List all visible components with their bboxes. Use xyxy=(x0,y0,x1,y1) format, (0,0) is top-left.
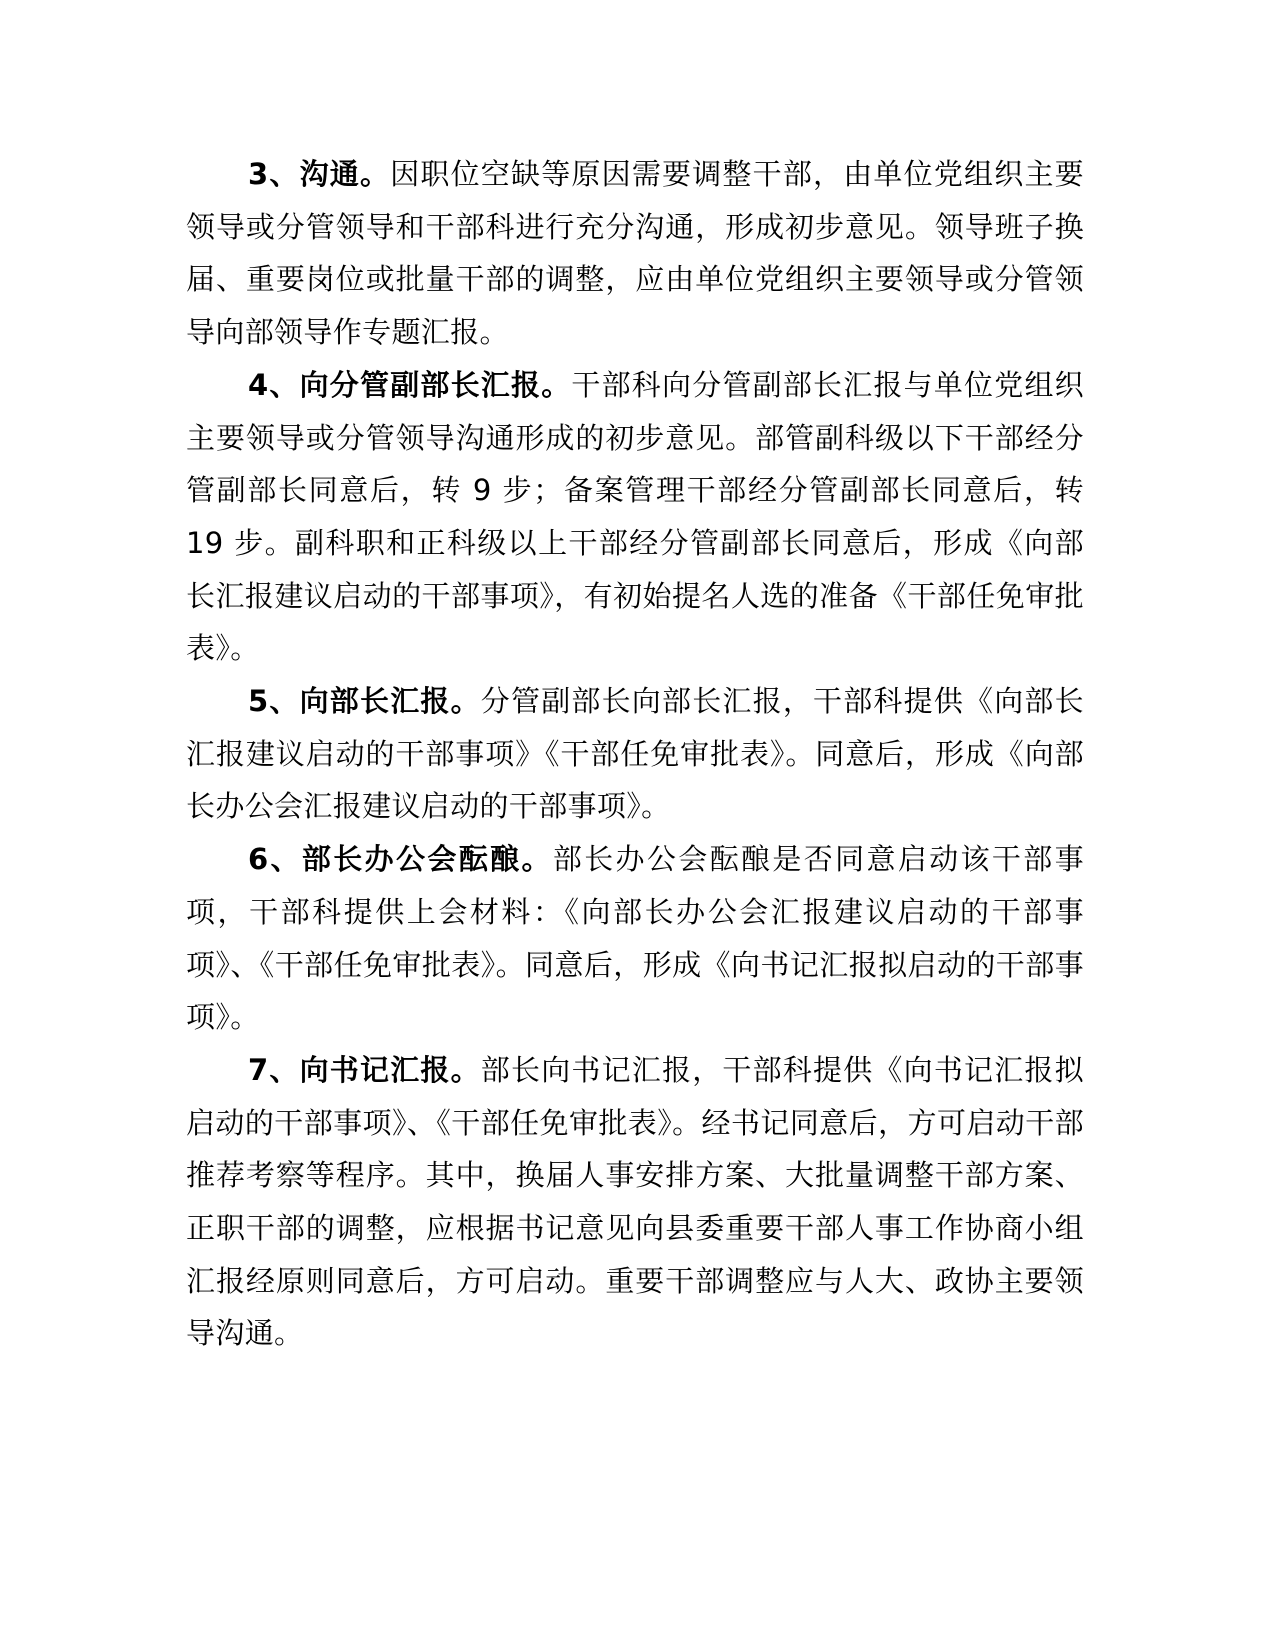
paragraph-heading: 4、向分管副部长汇报。 xyxy=(248,367,572,402)
paragraph-step-4 xyxy=(186,359,1084,675)
paragraph-heading: 3、沟通。 xyxy=(248,157,391,191)
paragraph-step-5 xyxy=(186,675,1084,833)
paragraph-body: 部长向书记汇报，干部科提供《向书记汇报拟启动的干部事项》、《干部任免审批表》。经书记同意后，方可启动干部推荐考察等程序。其中，换届人事安排方案、大批量调整干部方案、正职干部的调整，应根据书记意见向县委重要干部人事工作协商小组汇报经原则同意后，方可启动。重要干部调整应与人大、政协主要领导沟通。 xyxy=(186,1052,1084,1351)
paragraph-step-3 xyxy=(186,148,1084,359)
paragraph-step-7 xyxy=(186,1044,1084,1360)
paragraph-heading: 5、向部长汇报。 xyxy=(248,684,481,719)
paragraph-step-6 xyxy=(186,833,1084,1044)
paragraph-body: 部长办公会酝酿是否同意启动该干部事项，干部科提供上会材料：《向部长办公会汇报建议启动的干部事项》、《干部任免审批表》。同意后，形成《向书记汇报拟启动的干部事项》。 xyxy=(186,842,1084,1035)
paragraph-body: 分管副部长向部长汇报，干部科提供《向部长汇报建议启动的干部事项》《干部任免审批表》。同意后，形成《向部长办公会汇报建议启动的干部事项》。 xyxy=(186,684,1084,824)
paragraph-heading: 6、部长办公会酝酿。 xyxy=(248,842,553,877)
document-page xyxy=(186,148,1084,1360)
paragraph-body: 干部科向分管副部长汇报与单位党组织主要领导或分管领导沟通形成的初步意见。部管副科级以下干部经分管副部长同意后，转 9 步；备案管理干部经分管副部长同意后，转 19 步。副科职和正科级以上干部经分管副部长同意后，形成《向部长汇报建议启动的干部事项》，有初始提名人选的准备《干部任免审批表》。 xyxy=(186,367,1084,666)
paragraph-body: 因职位空缺等原因需要调整干部，由单位党组织主要领导或分管领导和干部科进行充分沟通，形成初步意见。领导班子换届、重要岗位或批量干部的调整，应由单位党组织主要领导或分管领导向部领导作专题汇报。 xyxy=(186,157,1084,350)
paragraph-heading: 7、向书记汇报。 xyxy=(248,1052,481,1087)
